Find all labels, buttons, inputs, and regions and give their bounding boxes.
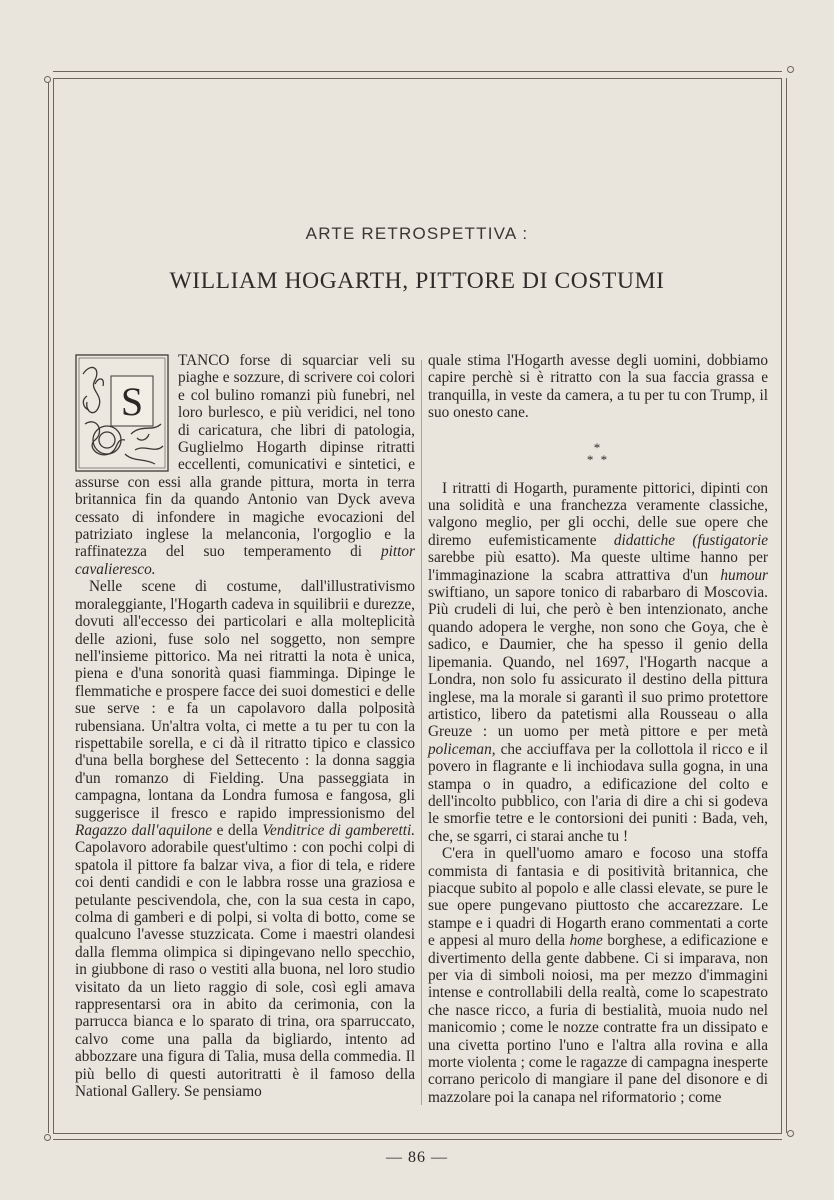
italic-term: (fustigatorie bbox=[692, 531, 769, 549]
page-number: — 86 — bbox=[386, 1149, 448, 1166]
left-paragraph-2a: Nelle scene di costume, dall'illustrativismo moraleggiante, l'Hogarth cadeva in squilibrii e durezze, dovuti all'eccesso dei particolari e alla molteplicità delle azioni, fuse solo nel soggetto, non sempre nell'insieme pittorico. Ma nei ritratti la nota è unica, piena e d'una sonorità quasi fiamminga. Dipinge le flemmatiche e prospere facce dei suoi domestici e delle sue serve : e fa un capolavoro dalla polposità rubensiana. Un'altra volta, ci mette a tu per tu con la rispettabile sorella, e ci dà il ritratto tipico e classico d'una bella borghese del Settecento : la donna saggia d'un romanzo di Fielding. Una passeggiata in campagna, lontana da Londra fumosa e fangosa, gli suggerisce il fresco e rapido impressionismo del bbox=[75, 578, 415, 822]
top-rule-inner bbox=[53, 78, 782, 79]
dropcap-letter: S bbox=[120, 379, 144, 424]
right-column bbox=[428, 352, 768, 1106]
right-paragraph-2a: C'era in quell'uomo amaro e focoso una stoffa commista di fantasia e di positività britannica, che piacque subito al popolo e alle classi elevate, se pure le sue opere pungevano piuttosto che accarezzare. Le stampe e i quadri di Hogarth erano commentati a corte e appesi al muro della bbox=[428, 845, 768, 950]
section-separator-asterism: * * * bbox=[586, 439, 610, 467]
right-paragraph-2b: borghese, a edificazione e divertimento della gente dabbene. Ci si imparava, non per via di simboli noiosi, ma per mezzo d'immagini intense e controllabili della realtà, come lo scapestrato che nasce ricco, a furia di bestialità, muoia nudo nel manicomio ; come le nozze contratte fra un dissipato e una civetta portino l'uno e l'altra alla rovina e alla morte violenta ; come le ragazze di campagna inesperte corrano pericolo di mangiare il pane del disonore e di mazzolare poi la canapa nel riformatorio ; come bbox=[428, 932, 769, 1106]
italic-term: home bbox=[569, 932, 603, 950]
italic-term: policeman, bbox=[428, 740, 496, 758]
bottom-rule-outer bbox=[53, 1139, 782, 1140]
frame-corner-ornament bbox=[787, 1130, 794, 1137]
article-title: WILLIAM HOGARTH, PITTORE DI COSTUMI bbox=[169, 268, 665, 294]
top-rule-outer bbox=[53, 71, 782, 72]
frame-corner-ornament bbox=[44, 1134, 51, 1141]
italic-term: humour bbox=[720, 566, 768, 584]
italic-title: Venditrice di gamberetti. bbox=[262, 821, 416, 839]
left-column bbox=[75, 352, 415, 1100]
right-paragraph-1a: I ritratti di Hogarth, puramente pittorici, dipinti con una solidità e una franchezza veramente classiche, valgono meglio, per gli occhi, delle sue opere che diremo eufemisticamente bbox=[428, 479, 768, 549]
left-paragraph-1: TANCO forse di squarciar veli su piaghe e sozzure, di scrivere coi colori e col bulino romanzi più funebri, nel loro burlesco, e più veridici, nel tono di caricatura, che libri di patologia, Guglielmo Hogarth dipinse ritratti eccellenti, comunicativi e sintetici, e assurse con essi alla grande pittura, morta in terra britannica fin da quando Antonio van Dyck aveva cessato di infondere in magiche evocazioni del patriziato inglese la melanconia, l'orgoglio e la raffinatezza del suo temperamento di bbox=[75, 352, 415, 561]
frame-corner-ornament bbox=[44, 76, 51, 83]
section-kicker: ARTE RETROSPETTIVA : bbox=[305, 224, 529, 243]
bottom-rule-inner bbox=[53, 1133, 782, 1134]
right-paragraph-1c: swiftiano, un sapore tonico di rabarbaro di Moscovia. Più crudeli di lui, che però è ben intenzionato, anche quando adopera le verghe, non sono che Goya, che è sadico, e Daumier, che ha spesso il genio della lipemania. Quando, nel 1697, l'Hogarth nacque a Londra, non solo fu assicurato il destino della pittura inglese, ma la morale si garantì il suo primo protettore artistico, libero da patetismi alla Rousseau o alla Greuze : un uomo per metà pittore e per metà bbox=[428, 584, 768, 741]
ornamental-initial-icon bbox=[75, 354, 169, 472]
italic-term: pittor cavalieresco. bbox=[75, 543, 415, 578]
right-paragraph-1b: sarebbe più esatto). Ma queste ultime hanno per l'immaginazione la scabra attrattiva d'un bbox=[428, 549, 768, 584]
column-divider bbox=[421, 360, 422, 1105]
frame-corner-ornament bbox=[787, 66, 794, 73]
left-paragraph-2b: e della bbox=[216, 821, 258, 839]
right-paragraph-1d: che acciuffava per la collottola il ricco e il povero in flagrante e li inchiodava sulla gogna, in una stampa o in quadro, a edificazione del colto e dell'incolto pubblico, con l'aria di dire a chi si godeva le smorfie tetre e le contorsioni dei puniti : Bada, veh, che, se sgarri, ci starai anche tu ! bbox=[428, 740, 768, 845]
left-paragraph-2c: Capolavoro adorabile quest'ultimo : con pochi colpi di spatola il pittore fa balzar viva, a fior di tela, e ridere coi denti candidi e con le labbra rosse una graziosa e petulante pescivendola, che, con la sua cesta in capo, colma di gamberi e di polpi, si volta di botto, come se qualcuno l'avesse stuzzicata. Come i maestri olandesi dalla flemma olimpica si dipingevano nello specchio, in giubbone di raso o vestiti alla buona, nel loro studio visitato da un lieto raggio di sole, così egli amava rappresentarsi ora in abito da cerimonia, con la parrucca bianca e lo sparato di trina, ora sparruccato, calvo come una palla da bigliardo, intento ad abbozzare una figura di Talia, musa della commedia. Il più bello di questi autoritratti è il famoso della National Gallery. Se pensiamo bbox=[75, 839, 415, 1101]
italic-title: Ragazzo dall'aquilone bbox=[75, 821, 213, 839]
italic-term: didattiche bbox=[613, 531, 676, 549]
right-paragraph-0: quale stima l'Hogarth avesse degli uomini, dobbiamo capire perchè si è ritratto con la sua faccia grassa e tranquilla, in veste da camera, a tu per tu con Trump, il suo onesto cane. bbox=[428, 352, 768, 422]
